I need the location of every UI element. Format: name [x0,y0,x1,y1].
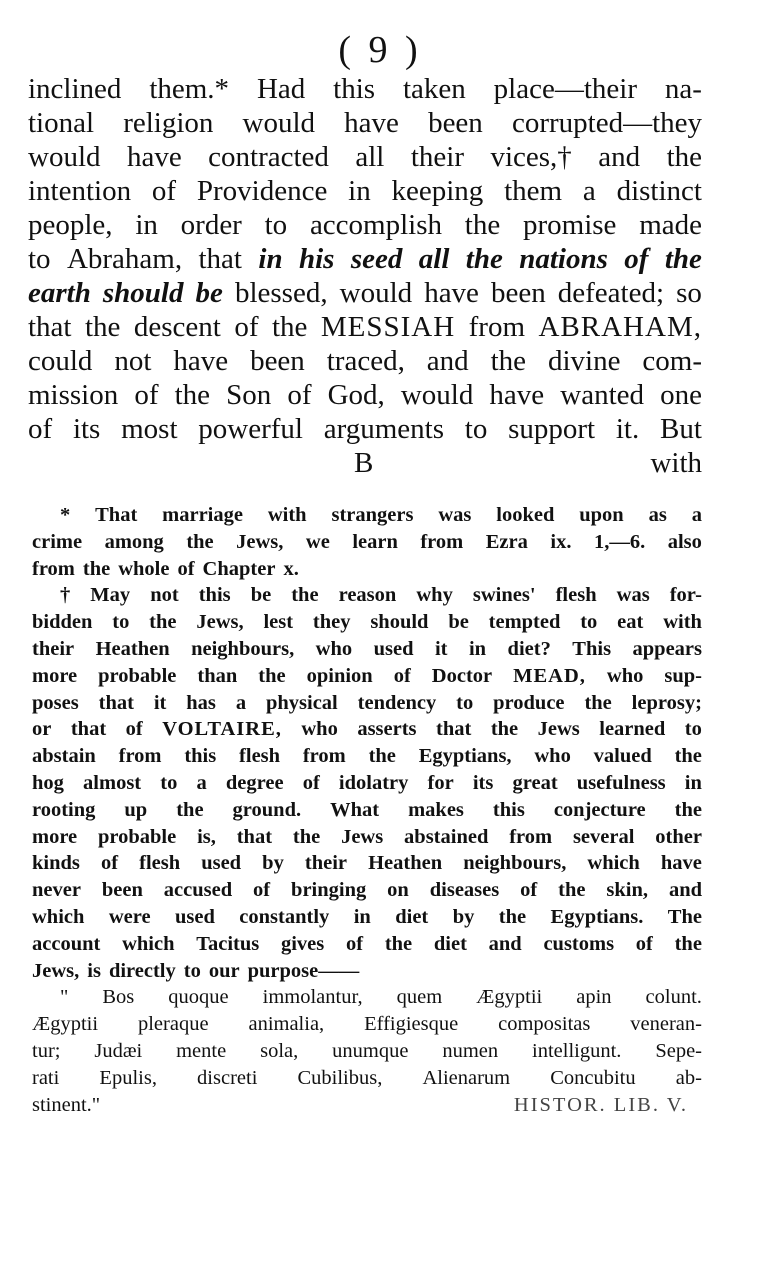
body-line: mission of the Son of God, would have wanted one [28,379,702,411]
catchword: with [650,447,702,479]
signature-mark: B [354,447,374,479]
footnote-line: kinds of flesh used by their Heathen neighbours, which have [32,852,702,875]
body-line: that the descent of the MESSIAH from ABRAHAM, [28,311,702,343]
footnote-line: rooting up the ground. What makes this conjecture the [32,798,702,821]
page-foot [28,446,702,480]
body-line: earth should be blessed, would have been defeated; so [28,277,702,309]
footnote-line: † May not this be the reason why swines' flesh was for- [60,584,702,607]
footnote-line: their Heathen neighbours, who used it in diet? This appears [32,637,702,660]
quote-line: rati Epulis, discreti Cubilibus, Alienarum Concubitu ab- [32,1066,702,1089]
body-line: inclined them.* Had this taken place—their na- [28,73,702,105]
quote-line: " Bos quoque immolantur, quem Ægyptii apin colunt. [60,986,702,1009]
page-number: ( 9 ) [338,29,422,71]
footnote-line: account which Tacitus gives of the diet and customs of the [32,932,702,955]
footnote-line: more probable is, that the Jews abstained from several other [32,825,702,848]
footnote-line: * That marriage with strangers was looked upon as a [60,504,702,526]
footnote-line: or that of VOLTAIRE, who asserts that the Jews learned to [32,718,702,741]
quote-line: tur; Judæi mente sola, unumque numen intelligunt. Sepe- [32,1039,702,1062]
footnote-line: abstain from this flesh from the Egyptians, who valued the [32,745,702,768]
body-line: of its most powerful arguments to support it. But [28,413,702,445]
footnotes [32,502,702,1118]
footnote-line: from the whole of Chapter x. [32,557,299,580]
quote-source: HISTOR. LIB. V. [513,1093,688,1116]
footnote-line: which were used constantly in diet by the Egyptians. The [32,905,702,928]
body-line: would have contracted all their vices,† and the [28,141,702,173]
footnote-line: more probable than the opinion of Doctor MEAD, who sup- [32,664,702,687]
footnote-line: bidden to the Jews, lest they should be tempted to eat with [32,611,702,634]
body-line: people, in order to accomplish the promise made [28,209,702,241]
body-line: tional religion would have been corrupted—they [28,107,702,139]
quote-line: Ægyptii pleraque animalia, Effigiesque compositas veneran- [32,1013,702,1036]
body-line: to Abraham, that in his seed all the nations of the [28,243,702,275]
body-line: intention of Providence in keeping them a distinct [28,175,702,207]
footnote-dagger [32,582,702,984]
quote-line: stinent." HISTOR. LIB. V. [32,1092,702,1119]
footnote-line: Jews, is directly to our purpose—— [32,959,360,982]
footnote-star [32,502,702,582]
latin-quote [32,984,702,1118]
footnote-line: poses that it has a physical tendency to produce the leprosy; [32,691,702,714]
body-text [28,72,702,446]
body-line: could not have been traced, and the divine com- [28,345,702,377]
footnote-line: hog almost to a degree of idolatry for its great usefulness in [32,771,702,794]
footnote-line: crime among the Jews, we learn from Ezra ix. 1,—6. also [32,530,702,553]
footnote-line: never been accused of bringing on diseases of the skin, and [32,879,702,902]
